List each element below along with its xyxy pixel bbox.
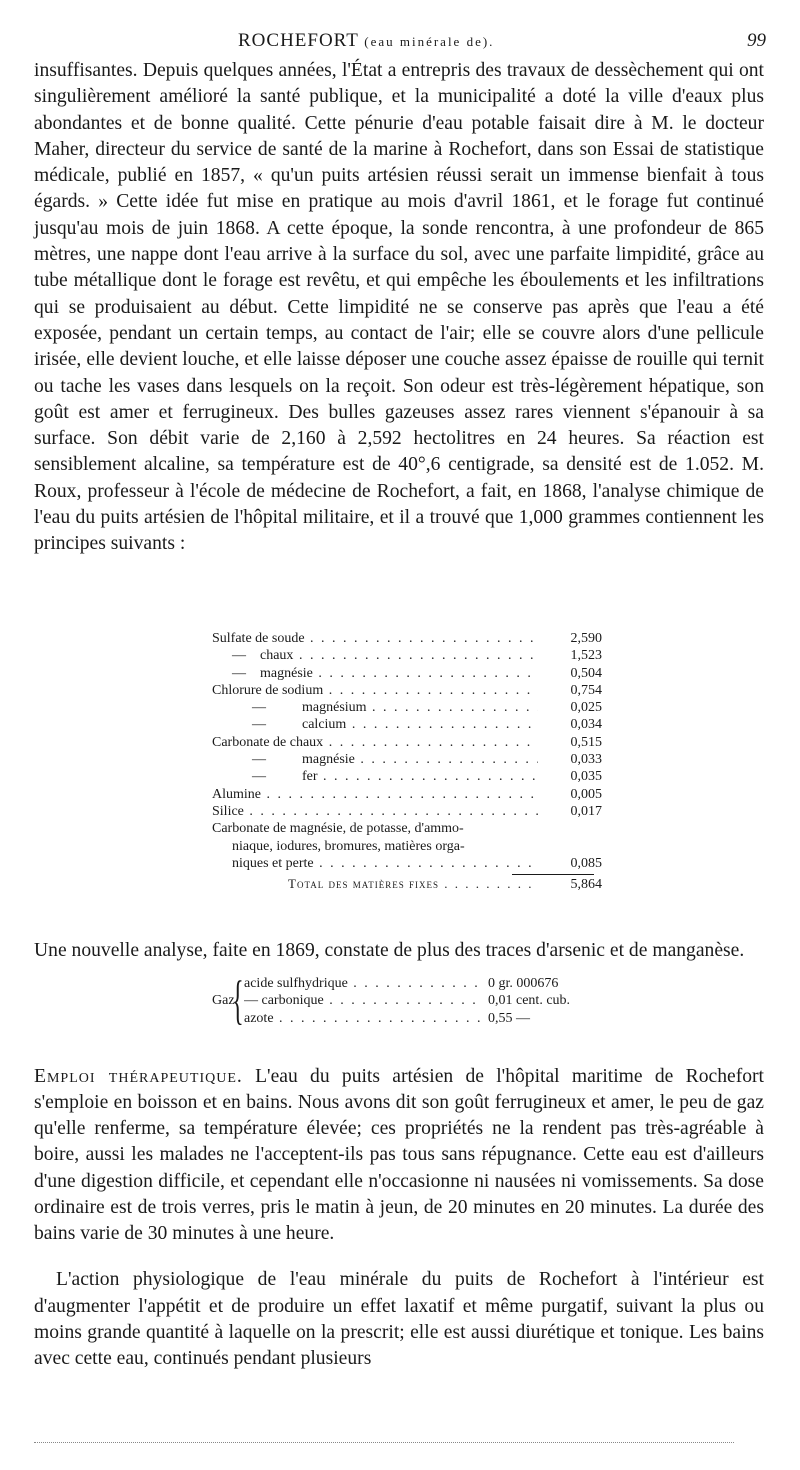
- analysis-label: niaque, iodures, bromures, matières orga-: [232, 838, 465, 854]
- gas-label: Gaz: [212, 993, 235, 1008]
- gas-row-value: 0,55 —: [482, 1010, 584, 1027]
- analysis-row: [212, 734, 602, 751]
- paragraph: Une nouvelle analyse, faite en 1869, constate de plus des traces d'arsenic et de manganèse.: [34, 939, 745, 961]
- analysis-label: Sulfate de soude . . .: [212, 630, 538, 647]
- gas-row: [244, 1010, 584, 1027]
- analysis-label: Carbonate de chaux . . .: [212, 734, 538, 751]
- analysis-value: 0,754: [538, 682, 602, 699]
- analysis-value: 2,590: [538, 630, 602, 647]
- analysis-row: [212, 803, 602, 820]
- gas-row-label: acide sulfhydrique . . .: [244, 975, 482, 992]
- analysis-label: — chaux . . .: [212, 647, 538, 664]
- gas-rows: [244, 975, 584, 1027]
- analysis-row-multiline: [212, 820, 602, 855]
- analysis-label: — magnésium . . .: [212, 699, 538, 716]
- analysis-label: — magnésie . . .: [212, 751, 538, 768]
- chemical-analysis-table: [212, 630, 602, 893]
- page-number: 99: [747, 30, 766, 51]
- analysis-row: [212, 855, 602, 872]
- running-title-main: ROCHEFORT: [238, 30, 359, 51]
- analysis-label: — magnésie . . .: [212, 665, 538, 682]
- analysis-value: 0,025: [538, 699, 602, 716]
- section-heading: Emploi thérapeutique.: [34, 1065, 243, 1087]
- running-title-sub: (eau minérale de).: [364, 34, 495, 49]
- analysis-label: Carbonate de magnésie, de potasse, d'ammo-: [212, 821, 464, 837]
- analysis-row: [212, 768, 602, 785]
- body-text-middle: [34, 918, 764, 983]
- gas-row-label: — carbonique . . .: [244, 992, 482, 1009]
- analysis-label: Chlorure de sodium . . .: [212, 682, 538, 699]
- gas-row-label: azote . . .: [244, 1010, 482, 1027]
- analysis-label: niques et perte . . .: [232, 855, 538, 872]
- paragraph-text: L'eau du puits artésien de l'hôpital maritime de Rochefort s'emploie en boisson et en bains. Nous avons dit son goût ferrugineux et amer, le peu de gaz qu'elle renferme, sa température élevée; ces propriétés ne la rendent pas très-agréable à boire, aussi les malades ne l'acceptent-ils pas tous sans répugnance. Cette eau est d'ailleurs d'une digestion difficile, et cependant elle n'occasionne ni nausées ni vomissements. Sa dose ordinaire est de trois verres, pris le matin à jeun, de 20 minutes en 20 minutes. La durée des bains varie de 30 minutes à une heure.: [34, 1065, 764, 1245]
- gas-row: [244, 992, 584, 1009]
- analysis-value: 0,033: [538, 751, 602, 768]
- analysis-value: 1,523: [538, 647, 602, 664]
- analysis-value: 0,034: [538, 716, 602, 733]
- analysis-value: 0,085: [538, 855, 602, 872]
- paragraph-continued: insuffisantes. Depuis quelques années, l'État a entrepris des travaux de dessèchement qui ont singulièrement amélioré la santé publique, et la municipalité a doté la ville d'eaux plus abondantes et de bonne qualité. Cette pénurie d'eau potable faisait dire à M. le docteur Maher, directeur du service de santé de la marine à Rochefort, dans son Essai de statistique médicale, publié en 1857, « qu'un puits artésien réussi serait un immense bienfait à tous égards. » Cette idée fut mise en pratique au mois d'avril 1861, et le forage fut continué jusqu'au mois de juin 1868. A cette époque, la sonde rencontra, à une profondeur de 865 mètres, une nappe dont l'eau arrive à la surface du sol, avec une parfaite limpidité, grâce au tube métallique dont le forage est revêtu, et qui empêche les éboulements et les infiltrations qui se produisaient au début. Cette limpidité ne se conserve pas après que l'eau a été exposée, pendant un certain temps, au contact de l'air; elle se couvre alors d'une pellicule irisée, elle devient louche, et elle laisse déposer une couche assez épaisse de rouille qui ternit ou tache les vases dans lesquels on la reçoit. Son odeur est très-légèrement hépatique, son goût est amer et ferrugineux. Des bulles gazeuses assez rares viennent s'épanouir à sa surface. Son débit varie de 2,160 à 2,592 hectolitres en 24 heures. Sa réaction est sensiblement alcaline, sa température est de 40°,6 centigrade, sa densité est de 1.052. M. Roux, professeur à l'école de médecine de Rochefort, a fait, en 1868, l'analyse chimique de l'eau du puits artésien de l'hôpital militaire, et il a trouvé que 1,000 grammes contiennent les principes suivants :: [34, 60, 764, 555]
- analysis-value: 0,005: [538, 786, 602, 803]
- analysis-label: Silice . . .: [212, 803, 538, 820]
- brace-icon: {: [232, 970, 244, 1030]
- analysis-value: 0,017: [538, 803, 602, 820]
- gas-row-value: 0 gr. 000676: [482, 975, 584, 992]
- body-text-bottom: [34, 1044, 764, 1392]
- analysis-row: [212, 682, 602, 699]
- analysis-label: — calcium . . .: [212, 716, 538, 733]
- analysis-value: 0,504: [538, 665, 602, 682]
- analysis-label: Alumine . . .: [212, 786, 538, 803]
- analysis-total-row: [212, 875, 602, 893]
- paragraph-physiological: L'action physiologique de l'eau minérale du puits de Rochefort à l'intérieur est d'augmenter l'appétit et de produire un effet laxatif et même purgatif, suivant la plus ou moins grande quantité à laquelle on la prescrit; elle est aussi diurétique et tonique. Les bains avec cette eau, continués pendant plusieurs: [34, 1269, 764, 1370]
- running-title: [238, 30, 494, 52]
- gas-row-value: 0,01 cent. cub.: [482, 992, 584, 1009]
- analysis-label: — fer . . .: [212, 768, 538, 785]
- analysis-row: [212, 630, 602, 647]
- analysis-row: [212, 751, 602, 768]
- analysis-total-label: Total des matières fixes . . .: [288, 875, 538, 892]
- analysis-row: [212, 716, 602, 733]
- analysis-value: 0,035: [538, 768, 602, 785]
- analysis-total-value: 5,864: [538, 876, 602, 893]
- paragraph-therapeutic: [34, 1064, 764, 1248]
- footer-rule: [34, 1442, 734, 1443]
- analysis-row: [212, 647, 602, 664]
- analysis-value: 0,515: [538, 734, 602, 751]
- analysis-row: [212, 699, 602, 716]
- gas-row: [244, 975, 584, 992]
- running-header: [0, 30, 800, 56]
- analysis-row: [212, 665, 602, 682]
- body-text-top: [34, 58, 764, 558]
- analysis-row: [212, 786, 602, 803]
